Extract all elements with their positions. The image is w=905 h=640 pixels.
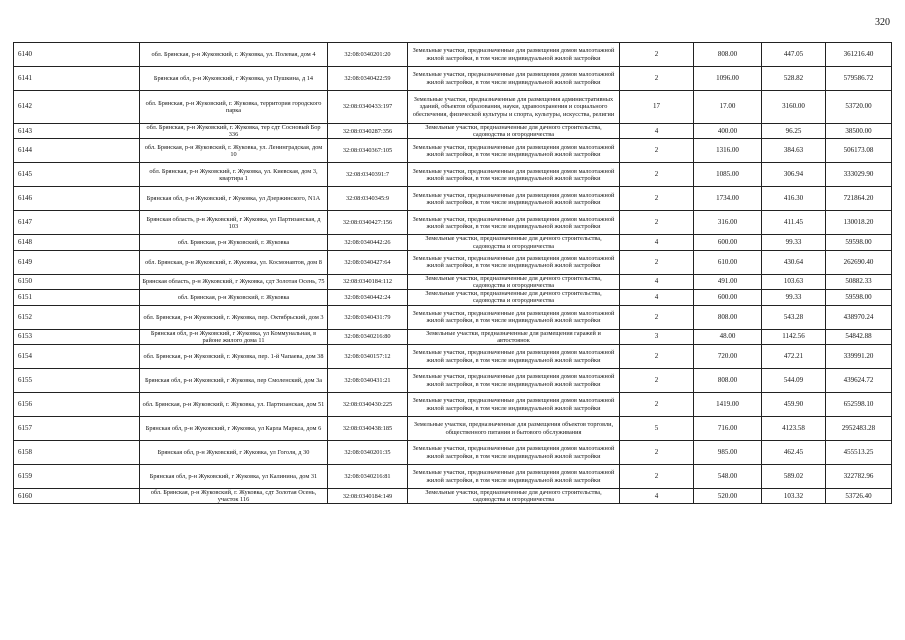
row-id: 6160	[14, 489, 140, 504]
cadastral-number-cell: 32:08:0340216:80	[328, 329, 408, 344]
land-use-purpose-cell: Земельные участки, предназначенные для размещения домов малоэтажной жилой застройки, в том числе индивидуальной жилой застройки	[408, 67, 620, 91]
cadastral-value-cell: 54842.88	[826, 329, 892, 344]
table-row	[14, 250, 892, 274]
address-cell: обл. Брянская, р-н Жуковский, г. Жуковка, тер сдт Сосновый Бор 336	[140, 124, 328, 139]
cadastral-value-cell: 53720.00	[826, 91, 892, 124]
cadastral-number-cell: 32:08:0340345:9	[328, 187, 408, 211]
address-cell: Брянская область, р-н Жуковский, г Жуковка, сдт Золотая Осень, 75	[140, 274, 328, 289]
group-cell: 2	[620, 345, 694, 369]
table-row	[14, 305, 892, 329]
area-cell: 1085.00	[694, 163, 762, 187]
table-row	[14, 187, 892, 211]
group-cell: 4	[620, 489, 694, 504]
row-id: 6157	[14, 417, 140, 441]
cadastral-value-cell: 438970.24	[826, 305, 892, 329]
cadastral-number-cell: 32:08:0340201:35	[328, 441, 408, 465]
land-use-purpose-cell: Земельные участки, предназначенные для дачного строительства, садоводства и огородничества	[408, 235, 620, 250]
group-cell: 2	[620, 43, 694, 67]
land-use-purpose-cell: Земельные участки, предназначенные для дачного строительства, садоводства и огородничества	[408, 489, 620, 504]
cadastral-number-cell: 32:08:0340442:24	[328, 290, 408, 305]
table-row	[14, 67, 892, 91]
cadastral-value-cell: 721864.20	[826, 187, 892, 211]
address-cell: обл. Брянская, р-н Жуковский, г. Жуковка, ул. Партизанская, дом 51	[140, 393, 328, 417]
row-id: 6155	[14, 369, 140, 393]
address-cell: Брянская обл, р-н Жуковский, г Жуковка, ул Гоголя, д 30	[140, 441, 328, 465]
group-cell: 2	[620, 139, 694, 163]
specific-value-cell: 472.21	[762, 345, 826, 369]
cadastral-value-cell: 59598.00	[826, 290, 892, 305]
group-cell: 2	[620, 393, 694, 417]
cadastral-number-cell: 32:08:0340427:156	[328, 211, 408, 235]
address-cell: Брянская обл, р-н Жуковский, г Жуковка, ул Карла Маркса, дом 6	[140, 417, 328, 441]
row-id: 6146	[14, 187, 140, 211]
row-id: 6151	[14, 290, 140, 305]
land-use-purpose-cell: Земельные участки, предназначенные для дачного строительства, садоводства и огородничества	[408, 290, 620, 305]
specific-value-cell: 544.09	[762, 369, 826, 393]
cadastral-value-cell: 38500.00	[826, 124, 892, 139]
cadastral-number-cell: 32:08:0340430:225	[328, 393, 408, 417]
land-use-purpose-cell: Земельные участки, предназначенные для размещения домов малоэтажной жилой застройки, в том числе индивидуальной жилой застройки	[408, 369, 620, 393]
land-use-purpose-cell: Земельные участки, предназначенные для размещения объектов торговли, общественного питания и бытового обслуживания	[408, 417, 620, 441]
specific-value-cell: 99.33	[762, 235, 826, 250]
specific-value-cell: 3160.00	[762, 91, 826, 124]
address-cell: Брянская область, р-н Жуковский, г Жуковка, ул Партизанская, д 103	[140, 211, 328, 235]
area-cell: 720.00	[694, 345, 762, 369]
row-id: 6158	[14, 441, 140, 465]
cadastral-value-cell: 506173.08	[826, 139, 892, 163]
land-use-purpose-cell: Земельные участки, предназначенные для размещения административных зданий, объектов образования, науки, здравоохранения и социального обеспечения, физической культуры и спорта, культуры, искусства, религии	[408, 91, 620, 124]
area-cell: 17.00	[694, 91, 762, 124]
group-cell: 5	[620, 417, 694, 441]
group-cell: 2	[620, 305, 694, 329]
address-cell: обл. Брянская, р-н Жуковский, г. Жуковка, сдт Золотая Осень, участок 116	[140, 489, 328, 504]
land-use-purpose-cell: Земельные участки, предназначенные для размещения гаражей и автостоянок	[408, 329, 620, 344]
cadastral-number-cell: 32:08:0340431:21	[328, 369, 408, 393]
cadastral-value-cell: 652598.10	[826, 393, 892, 417]
cadastral-number-cell: 32:08:0340201:20	[328, 43, 408, 67]
cadastral-value-cell: 130018.20	[826, 211, 892, 235]
table-row	[14, 369, 892, 393]
address-cell: обл. Брянская, р-н Жуковский, г. Жуковка	[140, 290, 328, 305]
land-use-purpose-cell: Земельные участки, предназначенные для размещения домов малоэтажной жилой застройки, в том числе индивидуальной жилой застройки	[408, 305, 620, 329]
specific-value-cell: 447.05	[762, 43, 826, 67]
table-row	[14, 124, 892, 139]
table-row	[14, 393, 892, 417]
row-id: 6148	[14, 235, 140, 250]
area-cell: 520.00	[694, 489, 762, 504]
group-cell: 2	[620, 441, 694, 465]
cadastral-number-cell: 32:08:0340157:12	[328, 345, 408, 369]
land-use-purpose-cell: Земельные участки, предназначенные для размещения домов малоэтажной жилой застройки, в том числе индивидуальной жилой застройки	[408, 211, 620, 235]
cadastral-value-cell: 579586.72	[826, 67, 892, 91]
land-use-purpose-cell: Земельные участки, предназначенные для размещения домов малоэтажной жилой застройки, в том числе индивидуальной жилой застройки	[408, 163, 620, 187]
specific-value-cell: 543.28	[762, 305, 826, 329]
row-id: 6143	[14, 124, 140, 139]
specific-value-cell: 103.32	[762, 489, 826, 504]
group-cell: 2	[620, 250, 694, 274]
area-cell: 48.00	[694, 329, 762, 344]
cadastral-value-cell: 322782.96	[826, 465, 892, 489]
row-id: 6142	[14, 91, 140, 124]
cadastral-number-cell: 32:08:0340287:356	[328, 124, 408, 139]
cadastral-value-cell: 2952483.28	[826, 417, 892, 441]
row-id: 6156	[14, 393, 140, 417]
land-use-purpose-cell: Земельные участки, предназначенные для размещения домов малоэтажной жилой застройки, в том числе индивидуальной жилой застройки	[408, 441, 620, 465]
area-cell: 1419.00	[694, 393, 762, 417]
cadastral-value-cell: 53726.40	[826, 489, 892, 504]
address-cell: Брянская обл, р-н Жуковский, г Жуковка, ул Пушкина, д 14	[140, 67, 328, 91]
table-row	[14, 139, 892, 163]
group-cell: 17	[620, 91, 694, 124]
table-row	[14, 91, 892, 124]
cadastral-value-cell: 50882.33	[826, 274, 892, 289]
cadastral-value-cell: 455513.25	[826, 441, 892, 465]
page-number: 320	[875, 17, 890, 28]
address-cell: обл. Брянская, р-н Жуковский, г. Жуковка, территория городского парка	[140, 91, 328, 124]
row-id: 6141	[14, 67, 140, 91]
specific-value-cell: 411.45	[762, 211, 826, 235]
cadastral-number-cell: 32:08:0340184:112	[328, 274, 408, 289]
specific-value-cell: 384.63	[762, 139, 826, 163]
group-cell: 2	[620, 187, 694, 211]
area-cell: 1316.00	[694, 139, 762, 163]
cadastral-number-cell: 32:08:0340367:105	[328, 139, 408, 163]
cadastral-number-cell: 32:08:0340427:64	[328, 250, 408, 274]
land-use-purpose-cell: Земельные участки, предназначенные для размещения домов малоэтажной жилой застройки, в том числе индивидуальной жилой застройки	[408, 345, 620, 369]
row-id: 6149	[14, 250, 140, 274]
address-cell: Брянская обл, р-н Жуковский, г Жуковка, пер Смоленский, дом 3а	[140, 369, 328, 393]
address-cell: Брянская обл, р-н Жуковский, г Жуковка, ул Дзержинского, N1А	[140, 187, 328, 211]
table-row	[14, 417, 892, 441]
specific-value-cell: 430.64	[762, 250, 826, 274]
table-row	[14, 163, 892, 187]
cadastral-value-table	[13, 42, 892, 504]
table-row	[14, 345, 892, 369]
land-use-purpose-cell: Земельные участки, предназначенные для размещения домов малоэтажной жилой застройки, в том числе индивидуальной жилой застройки	[408, 43, 620, 67]
group-cell: 3	[620, 329, 694, 344]
land-use-purpose-cell: Земельные участки, предназначенные для размещения домов малоэтажной жилой застройки, в том числе индивидуальной жилой застройки	[408, 393, 620, 417]
group-cell: 2	[620, 211, 694, 235]
specific-value-cell: 96.25	[762, 124, 826, 139]
land-use-purpose-cell: Земельные участки, предназначенные для размещения домов малоэтажной жилой застройки, в том числе индивидуальной жилой застройки	[408, 465, 620, 489]
table-row	[14, 465, 892, 489]
area-cell: 808.00	[694, 305, 762, 329]
specific-value-cell: 589.02	[762, 465, 826, 489]
table-row	[14, 290, 892, 305]
address-cell: Брянская обл, р-н Жуковский, г Жуковка, ул Калинина, дом 31	[140, 465, 328, 489]
address-cell: обл. Брянская, р-н Жуковский, г. Жуковка, пер. 1-й Чапаева, дом 38	[140, 345, 328, 369]
table-body	[14, 43, 892, 504]
row-id: 6154	[14, 345, 140, 369]
address-cell: обл. Брянская, р-н Жуковский, г. Жуковка, пер. Октябрьский, дом 3	[140, 305, 328, 329]
area-cell: 1096.00	[694, 67, 762, 91]
specific-value-cell: 528.82	[762, 67, 826, 91]
row-id: 6150	[14, 274, 140, 289]
cadastral-value-cell: 333029.90	[826, 163, 892, 187]
group-cell: 4	[620, 235, 694, 250]
cadastral-number-cell: 32:08:0340391:7	[328, 163, 408, 187]
cadastral-value-cell: 439624.72	[826, 369, 892, 393]
address-cell: обл. Брянская, р-н Жуковский, г. Жуковка, ул. Ленинградская, дом 10	[140, 139, 328, 163]
row-id: 6159	[14, 465, 140, 489]
group-cell: 2	[620, 369, 694, 393]
area-cell: 610.00	[694, 250, 762, 274]
address-cell: обл. Брянская, р-н Жуковский, г. Жуковка, ул. Космонавтов, дом 8	[140, 250, 328, 274]
cadastral-number-cell: 32:08:0340216:81	[328, 465, 408, 489]
cadastral-value-cell: 262690.40	[826, 250, 892, 274]
row-id: 6144	[14, 139, 140, 163]
table-row	[14, 211, 892, 235]
specific-value-cell: 416.30	[762, 187, 826, 211]
cadastral-number-cell: 32:08:0340184:149	[328, 489, 408, 504]
specific-value-cell: 1142.56	[762, 329, 826, 344]
row-id: 6153	[14, 329, 140, 344]
specific-value-cell: 306.94	[762, 163, 826, 187]
specific-value-cell: 459.90	[762, 393, 826, 417]
group-cell: 4	[620, 290, 694, 305]
area-cell: 808.00	[694, 369, 762, 393]
specific-value-cell: 4123.58	[762, 417, 826, 441]
group-cell: 2	[620, 67, 694, 91]
table-row	[14, 235, 892, 250]
area-cell: 316.00	[694, 211, 762, 235]
land-use-purpose-cell: Земельные участки, предназначенные для размещения домов малоэтажной жилой застройки, в том числе индивидуальной жилой застройки	[408, 187, 620, 211]
land-use-purpose-cell: Земельные участки, предназначенные для размещения домов малоэтажной жилой застройки, в том числе индивидуальной жилой застройки	[408, 139, 620, 163]
table-row	[14, 329, 892, 344]
table-row	[14, 43, 892, 67]
cadastral-number-cell: 32:08:0340422:59	[328, 67, 408, 91]
address-cell: обл. Брянская, р-н Жуковский, г. Жуковка	[140, 235, 328, 250]
cadastral-number-cell: 32:08:0340433:197	[328, 91, 408, 124]
area-cell: 491.00	[694, 274, 762, 289]
area-cell: 1734.00	[694, 187, 762, 211]
address-cell: Брянская обл, р-н Жуковский, г Жуковка, ул Коммунальная, в районе жилого дома 11	[140, 329, 328, 344]
land-use-purpose-cell: Земельные участки, предназначенные для дачного строительства, садоводства и огородничества	[408, 124, 620, 139]
cadastral-number-cell: 32:08:0340431:79	[328, 305, 408, 329]
address-cell: обл. Брянская, р-н Жуковский, г. Жуковка, ул. Киевская, дом 3, квартира 1	[140, 163, 328, 187]
area-cell: 808.00	[694, 43, 762, 67]
table-row	[14, 441, 892, 465]
area-cell: 600.00	[694, 235, 762, 250]
cadastral-value-cell: 361216.40	[826, 43, 892, 67]
table-row	[14, 274, 892, 289]
specific-value-cell: 99.33	[762, 290, 826, 305]
area-cell: 600.00	[694, 290, 762, 305]
address-cell: обл. Брянская, р-н Жуковский, г. Жуковка, ул. Полевая, дом 4	[140, 43, 328, 67]
table-row	[14, 489, 892, 504]
row-id: 6152	[14, 305, 140, 329]
cadastral-value-cell: 59598.00	[826, 235, 892, 250]
group-cell: 2	[620, 465, 694, 489]
specific-value-cell: 462.45	[762, 441, 826, 465]
row-id: 6140	[14, 43, 140, 67]
land-use-purpose-cell: Земельные участки, предназначенные для дачного строительства, садоводства и огородничества	[408, 274, 620, 289]
area-cell: 985.00	[694, 441, 762, 465]
specific-value-cell: 103.63	[762, 274, 826, 289]
cadastral-number-cell: 32:08:0340438:185	[328, 417, 408, 441]
group-cell: 2	[620, 163, 694, 187]
cadastral-number-cell: 32:08:0340442:26	[328, 235, 408, 250]
area-cell: 548.00	[694, 465, 762, 489]
cadastral-value-cell: 339991.20	[826, 345, 892, 369]
area-cell: 716.00	[694, 417, 762, 441]
row-id: 6145	[14, 163, 140, 187]
land-use-purpose-cell: Земельные участки, предназначенные для размещения домов малоэтажной жилой застройки, в том числе индивидуальной жилой застройки	[408, 250, 620, 274]
group-cell: 4	[620, 274, 694, 289]
row-id: 6147	[14, 211, 140, 235]
group-cell: 4	[620, 124, 694, 139]
area-cell: 400.00	[694, 124, 762, 139]
